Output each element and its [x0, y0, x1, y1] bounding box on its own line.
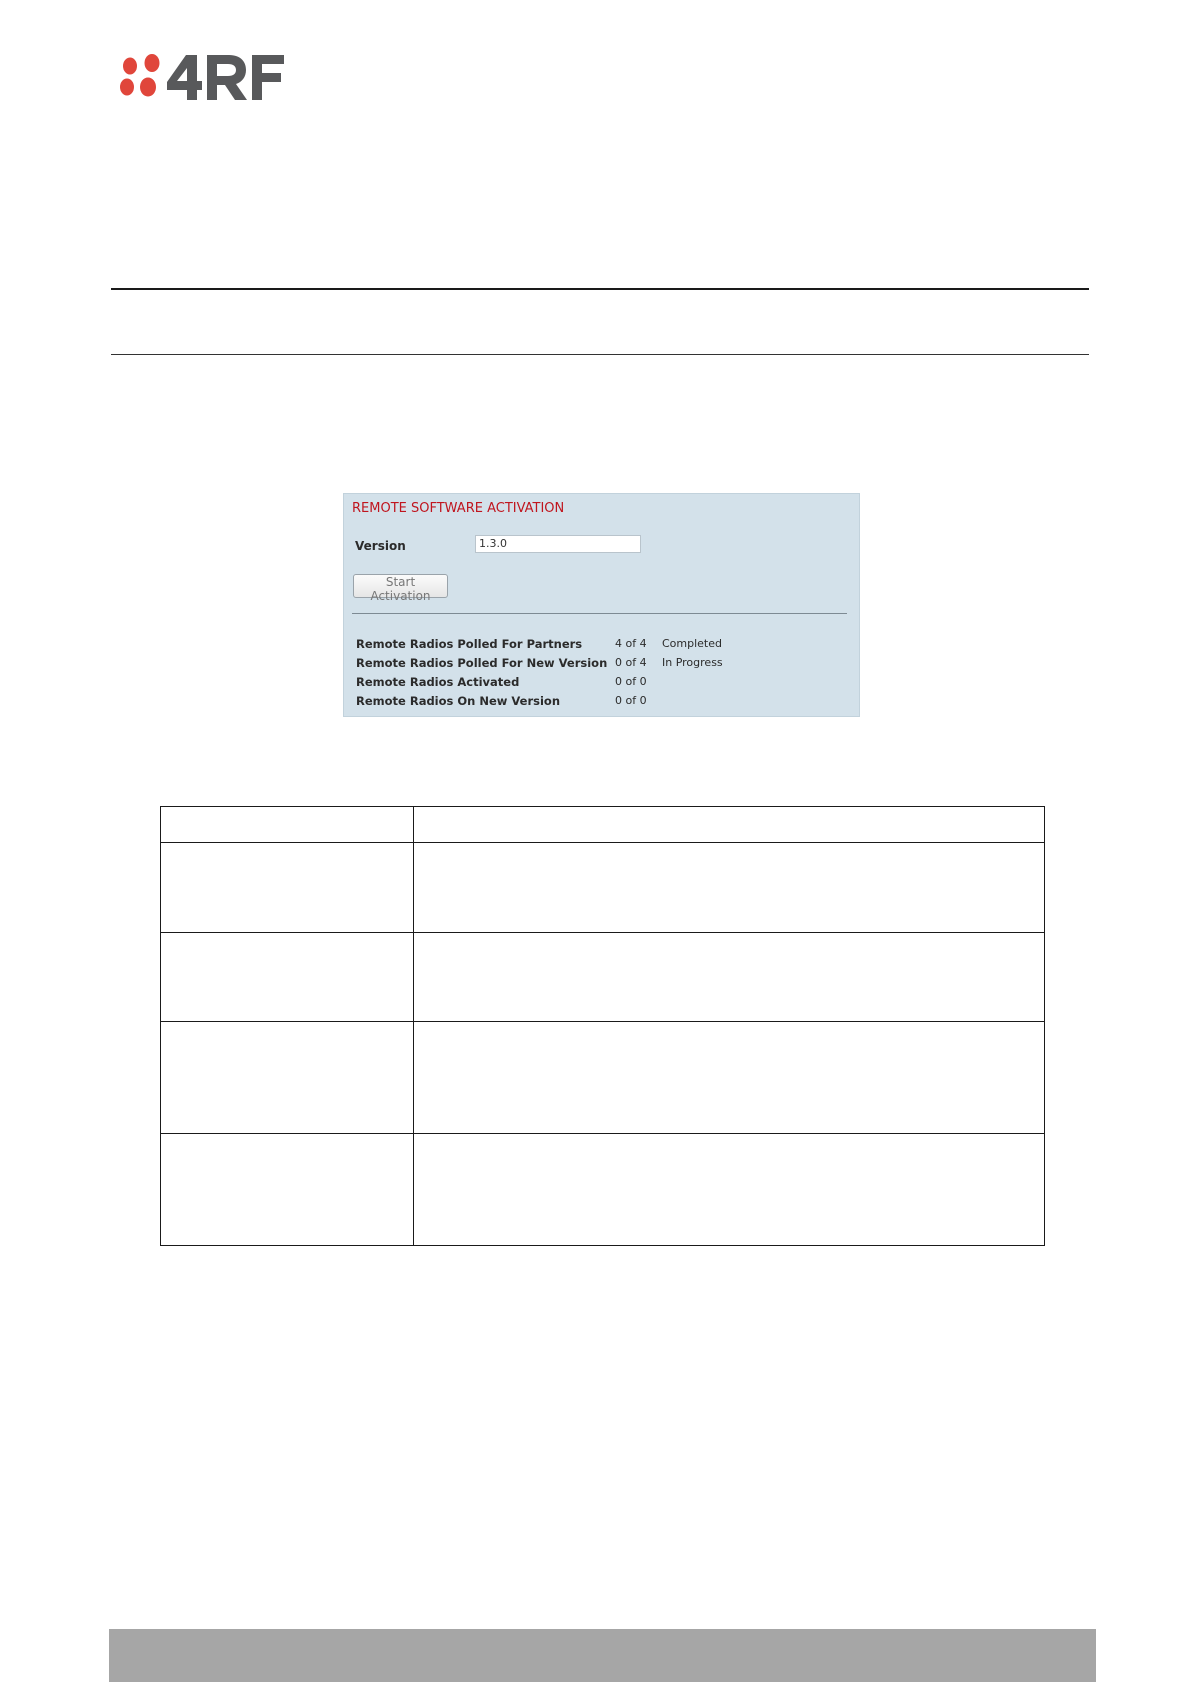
start-activation-button[interactable]: Start Activation — [353, 574, 448, 598]
header-rule-bottom — [111, 354, 1089, 355]
logo-dots-icon — [120, 54, 160, 97]
table-row — [161, 933, 1045, 1022]
status-row — [356, 653, 723, 672]
table-row — [161, 1022, 1045, 1134]
table-cell — [414, 933, 1045, 1022]
status-row — [356, 691, 723, 710]
description-table — [160, 806, 1045, 1246]
panel-title: REMOTE SOFTWARE ACTIVATION — [352, 501, 565, 516]
status-row-state — [662, 672, 723, 691]
table-cell — [414, 843, 1045, 933]
status-row-label: Remote Radios On New Version — [356, 693, 561, 708]
company-logo — [117, 52, 297, 108]
table-header-row — [161, 807, 1045, 843]
status-row-state — [662, 691, 723, 710]
table-row — [161, 1134, 1045, 1246]
status-row — [356, 634, 723, 653]
status-row-count: 0 of 0 — [615, 694, 647, 707]
table-cell — [161, 1022, 414, 1134]
logo-graphic — [117, 52, 297, 108]
status-row-state: In Progress — [662, 656, 723, 669]
footer-bar — [109, 1629, 1096, 1682]
panel-divider — [352, 613, 847, 614]
header-rule-top — [111, 288, 1089, 290]
table-cell — [414, 807, 1045, 843]
remote-software-activation-panel — [343, 493, 860, 717]
table-cell — [161, 1134, 414, 1246]
activation-status-table — [356, 634, 723, 710]
status-row-count: 4 of 4 — [615, 637, 647, 650]
status-row — [356, 672, 723, 691]
version-label: Version — [355, 539, 406, 553]
table-cell — [161, 933, 414, 1022]
status-row-count: 0 of 4 — [615, 656, 647, 669]
status-row-label: Remote Radios Polled For Partners — [356, 636, 583, 651]
version-input[interactable]: 1.3.0 — [475, 535, 641, 553]
status-row-label: Remote Radios Activated — [356, 674, 520, 689]
table-row — [161, 843, 1045, 933]
table-cell — [414, 1022, 1045, 1134]
status-row-label: Remote Radios Polled For New Version — [356, 655, 608, 670]
table-cell — [414, 1134, 1045, 1246]
status-row-state: Completed — [662, 637, 722, 650]
table-cell — [161, 807, 414, 843]
table-cell — [161, 843, 414, 933]
status-row-count: 0 of 0 — [615, 675, 647, 688]
